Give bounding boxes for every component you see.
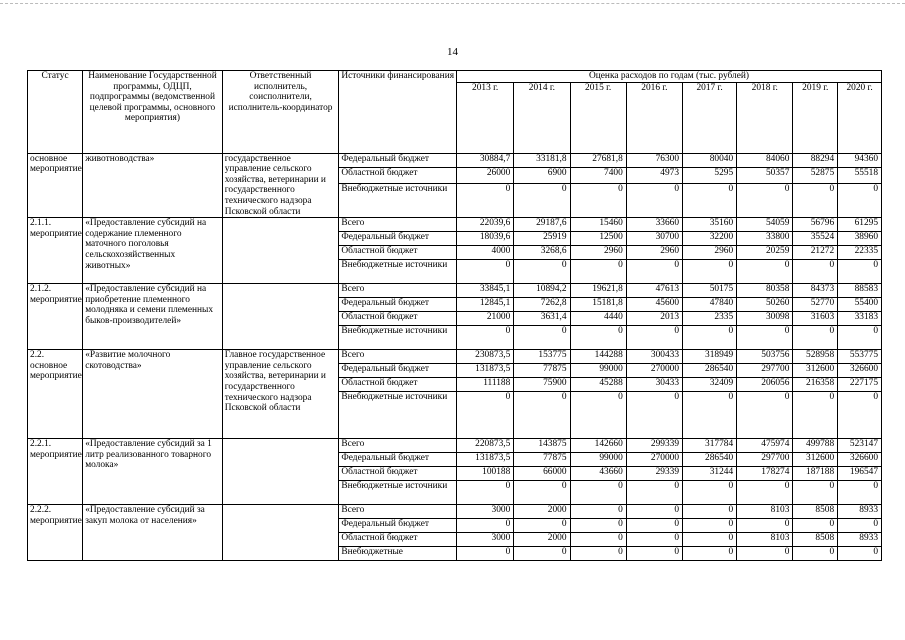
row-funding-source: Всего bbox=[339, 439, 457, 453]
row-value: 3268,6 bbox=[514, 246, 570, 260]
row-value: 31244 bbox=[683, 467, 737, 481]
row-value: 7262,8 bbox=[514, 298, 570, 312]
row-value: 0 bbox=[683, 326, 737, 350]
row-value: 0 bbox=[683, 260, 737, 284]
row-value: 0 bbox=[514, 326, 570, 350]
row-value: 4000 bbox=[457, 246, 514, 260]
row-value: 0 bbox=[793, 481, 838, 505]
row-value: 131873,5 bbox=[457, 453, 514, 467]
row-value: 0 bbox=[683, 481, 737, 505]
row-funding-source: Областной бюджет bbox=[339, 246, 457, 260]
row-value: 0 bbox=[457, 481, 514, 505]
row-value: 2960 bbox=[626, 246, 682, 260]
row-value: 0 bbox=[793, 184, 838, 218]
header-year: 2020 г. bbox=[838, 82, 882, 153]
header-year: 2017 г. bbox=[683, 82, 737, 153]
row-value: 99000 bbox=[570, 453, 626, 467]
row-value: 0 bbox=[626, 519, 682, 533]
row-value: 2960 bbox=[683, 246, 737, 260]
header-responsible: Ответственный исполнитель, соисполнители, исполнитель-координатор bbox=[222, 71, 339, 154]
row-value: 0 bbox=[457, 326, 514, 350]
row-value: 2000 bbox=[514, 505, 570, 519]
row-value: 499788 bbox=[793, 439, 838, 453]
row-value: 30098 bbox=[737, 312, 793, 326]
table-row bbox=[28, 439, 882, 453]
row-value: 0 bbox=[793, 392, 838, 439]
row-value: 0 bbox=[570, 533, 626, 547]
row-value: 0 bbox=[514, 260, 570, 284]
expenses-table bbox=[27, 70, 882, 561]
row-value: 88583 bbox=[838, 284, 882, 298]
row-value: 142660 bbox=[570, 439, 626, 453]
row-value: 2335 bbox=[683, 312, 737, 326]
row-value: 30700 bbox=[626, 232, 682, 246]
row-value: 0 bbox=[737, 260, 793, 284]
row-value: 56796 bbox=[793, 218, 838, 232]
row-value: 0 bbox=[683, 505, 737, 519]
row-value: 43660 bbox=[570, 467, 626, 481]
row-value: 0 bbox=[626, 260, 682, 284]
table-row bbox=[28, 218, 882, 232]
row-value: 0 bbox=[793, 547, 838, 561]
row-funding-source: Внебюджетные источники bbox=[339, 184, 457, 218]
row-value: 77875 bbox=[514, 453, 570, 467]
row-value: 503756 bbox=[737, 350, 793, 364]
row-responsible bbox=[222, 439, 339, 505]
row-value: 0 bbox=[457, 547, 514, 561]
row-value: 0 bbox=[514, 547, 570, 561]
row-value: 0 bbox=[737, 326, 793, 350]
row-value: 0 bbox=[683, 184, 737, 218]
row-program-name: «Развитие молочного скотоводства» bbox=[83, 350, 223, 439]
row-value: 317784 bbox=[683, 439, 737, 453]
row-value: 45600 bbox=[626, 298, 682, 312]
row-value: 55518 bbox=[838, 168, 882, 184]
table-row bbox=[28, 350, 882, 364]
row-value: 0 bbox=[570, 519, 626, 533]
row-value: 21272 bbox=[793, 246, 838, 260]
row-value: 111188 bbox=[457, 378, 514, 392]
row-value: 31603 bbox=[793, 312, 838, 326]
row-value: 84373 bbox=[793, 284, 838, 298]
row-value: 0 bbox=[737, 392, 793, 439]
row-funding-source: Всего bbox=[339, 350, 457, 364]
row-value: 0 bbox=[514, 519, 570, 533]
row-value: 131873,5 bbox=[457, 364, 514, 378]
row-value: 153775 bbox=[514, 350, 570, 364]
row-value: 0 bbox=[626, 481, 682, 505]
row-value: 38960 bbox=[838, 232, 882, 246]
row-funding-source: Федеральный бюджет bbox=[339, 364, 457, 378]
row-value: 100188 bbox=[457, 467, 514, 481]
row-value: 270000 bbox=[626, 453, 682, 467]
row-value: 216358 bbox=[793, 378, 838, 392]
row-value: 75900 bbox=[514, 378, 570, 392]
row-value: 0 bbox=[570, 547, 626, 561]
scan-top-edge bbox=[0, 3, 905, 4]
row-value: 0 bbox=[626, 392, 682, 439]
row-value: 12500 bbox=[570, 232, 626, 246]
row-value: 220873,5 bbox=[457, 439, 514, 453]
row-value: 0 bbox=[683, 519, 737, 533]
row-value: 0 bbox=[838, 392, 882, 439]
row-value: 0 bbox=[683, 392, 737, 439]
row-value: 30433 bbox=[626, 378, 682, 392]
row-funding-source: Федеральный бюджет bbox=[339, 453, 457, 467]
row-value: 3000 bbox=[457, 533, 514, 547]
row-value: 33660 bbox=[626, 218, 682, 232]
row-funding-source: Федеральный бюджет bbox=[339, 298, 457, 312]
row-value: 99000 bbox=[570, 364, 626, 378]
row-value: 50175 bbox=[683, 284, 737, 298]
page-number: 14 bbox=[447, 46, 458, 58]
row-value: 0 bbox=[457, 392, 514, 439]
row-value: 30884,7 bbox=[457, 153, 514, 168]
row-funding-source: Внебюджетные bbox=[339, 547, 457, 561]
header-status: Статус bbox=[28, 71, 83, 154]
header-year: 2015 г. bbox=[570, 82, 626, 153]
row-value: 29339 bbox=[626, 467, 682, 481]
header-sources: Источники финансирования bbox=[339, 71, 457, 154]
row-value: 33183 bbox=[838, 312, 882, 326]
row-value: 227175 bbox=[838, 378, 882, 392]
row-value: 0 bbox=[838, 519, 882, 533]
row-value: 8508 bbox=[793, 505, 838, 519]
table-body bbox=[28, 153, 882, 561]
row-value: 143875 bbox=[514, 439, 570, 453]
row-funding-source: Областной бюджет bbox=[339, 168, 457, 184]
row-value: 230873,5 bbox=[457, 350, 514, 364]
row-value: 0 bbox=[838, 260, 882, 284]
row-value: 4440 bbox=[570, 312, 626, 326]
row-value: 196547 bbox=[838, 467, 882, 481]
row-value: 312600 bbox=[793, 364, 838, 378]
row-value: 4973 bbox=[626, 168, 682, 184]
row-value: 0 bbox=[514, 481, 570, 505]
row-value: 0 bbox=[683, 547, 737, 561]
row-value: 94360 bbox=[838, 153, 882, 168]
row-value: 80040 bbox=[683, 153, 737, 168]
row-value: 0 bbox=[570, 481, 626, 505]
header-year: 2019 г. bbox=[793, 82, 838, 153]
row-value: 32200 bbox=[683, 232, 737, 246]
row-value: 0 bbox=[626, 505, 682, 519]
row-status: 2.1.2. мероприятие bbox=[28, 284, 83, 350]
header-year: 2016 г. bbox=[626, 82, 682, 153]
row-value: 80358 bbox=[737, 284, 793, 298]
header-name: Наименование Государственной программы, ОДЦП, подпрограммы (ведомственной целевой программы, основного мероприятия) bbox=[83, 71, 223, 154]
row-value: 47613 bbox=[626, 284, 682, 298]
row-value: 84060 bbox=[737, 153, 793, 168]
row-value: 3000 bbox=[457, 505, 514, 519]
row-value: 7400 bbox=[570, 168, 626, 184]
row-value: 47840 bbox=[683, 298, 737, 312]
row-value: 528958 bbox=[793, 350, 838, 364]
header-year: 2014 г. bbox=[514, 82, 570, 153]
row-value: 33181,8 bbox=[514, 153, 570, 168]
row-responsible: государственное управление сельского хозяйства, ветеринарии и государственного технического надзора Псковской области bbox=[222, 153, 339, 218]
row-value: 0 bbox=[838, 547, 882, 561]
row-value: 318949 bbox=[683, 350, 737, 364]
row-responsible bbox=[222, 218, 339, 284]
table-row bbox=[28, 505, 882, 519]
row-funding-source: Всего bbox=[339, 218, 457, 232]
row-value: 35160 bbox=[683, 218, 737, 232]
row-value: 0 bbox=[793, 326, 838, 350]
row-value: 8933 bbox=[838, 533, 882, 547]
table-row bbox=[28, 284, 882, 298]
row-value: 22039,6 bbox=[457, 218, 514, 232]
row-funding-source: Областной бюджет bbox=[339, 312, 457, 326]
row-value: 0 bbox=[457, 260, 514, 284]
row-value: 66000 bbox=[514, 467, 570, 481]
row-value: 32409 bbox=[683, 378, 737, 392]
row-value: 0 bbox=[626, 184, 682, 218]
row-value: 0 bbox=[737, 519, 793, 533]
row-value: 33800 bbox=[737, 232, 793, 246]
row-value: 29187,6 bbox=[514, 218, 570, 232]
row-value: 0 bbox=[514, 392, 570, 439]
row-value: 20259 bbox=[737, 246, 793, 260]
row-funding-source: Областной бюджет bbox=[339, 533, 457, 547]
row-funding-source: Внебюджетные источники bbox=[339, 481, 457, 505]
row-value: 523147 bbox=[838, 439, 882, 453]
row-value: 326600 bbox=[838, 453, 882, 467]
row-value: 26000 bbox=[457, 168, 514, 184]
row-value: 88294 bbox=[793, 153, 838, 168]
row-responsible bbox=[222, 284, 339, 350]
row-funding-source: Областной бюджет bbox=[339, 467, 457, 481]
row-value: 50260 bbox=[737, 298, 793, 312]
row-status: 2.1.1. мероприятие bbox=[28, 218, 83, 284]
row-status: 2.2. основное мероприятие bbox=[28, 350, 83, 439]
row-status: 2.2.1. мероприятие bbox=[28, 439, 83, 505]
row-value: 0 bbox=[838, 184, 882, 218]
row-value: 297700 bbox=[737, 364, 793, 378]
row-value: 0 bbox=[570, 392, 626, 439]
row-value: 8103 bbox=[737, 505, 793, 519]
row-value: 0 bbox=[838, 326, 882, 350]
row-value: 19621,8 bbox=[570, 284, 626, 298]
row-value: 15460 bbox=[570, 218, 626, 232]
row-value: 10894,2 bbox=[514, 284, 570, 298]
row-program-name: «Предоставление субсидий за закуп молока от населения» bbox=[83, 505, 223, 561]
row-value: 54059 bbox=[737, 218, 793, 232]
row-value: 0 bbox=[683, 533, 737, 547]
row-responsible bbox=[222, 505, 339, 561]
row-funding-source: Всего bbox=[339, 284, 457, 298]
row-status: 2.2.2. мероприятие bbox=[28, 505, 83, 561]
row-value: 0 bbox=[838, 481, 882, 505]
row-value: 0 bbox=[737, 547, 793, 561]
row-value: 2960 bbox=[570, 246, 626, 260]
row-value: 52875 bbox=[793, 168, 838, 184]
row-funding-source: Федеральный бюджет bbox=[339, 519, 457, 533]
row-value: 52770 bbox=[793, 298, 838, 312]
row-value: 297700 bbox=[737, 453, 793, 467]
row-value: 0 bbox=[626, 547, 682, 561]
row-value: 0 bbox=[570, 184, 626, 218]
row-value: 0 bbox=[737, 184, 793, 218]
row-value: 25919 bbox=[514, 232, 570, 246]
row-value: 22335 bbox=[838, 246, 882, 260]
row-value: 300433 bbox=[626, 350, 682, 364]
row-value: 553775 bbox=[838, 350, 882, 364]
row-value: 8103 bbox=[737, 533, 793, 547]
row-status: основное мероприятие bbox=[28, 153, 83, 218]
row-funding-source: Федеральный бюджет bbox=[339, 153, 457, 168]
row-value: 45288 bbox=[570, 378, 626, 392]
row-value: 12845,1 bbox=[457, 298, 514, 312]
row-funding-source: Областной бюджет bbox=[339, 378, 457, 392]
row-program-name: «Предоставление субсидий на приобретение племенного молодняка и семени племенных быков-производителей» bbox=[83, 284, 223, 350]
row-value: 475974 bbox=[737, 439, 793, 453]
row-value: 55400 bbox=[838, 298, 882, 312]
row-value: 5295 bbox=[683, 168, 737, 184]
header-year: 2013 г. bbox=[457, 82, 514, 153]
row-value: 0 bbox=[457, 519, 514, 533]
row-value: 18039,6 bbox=[457, 232, 514, 246]
row-value: 178274 bbox=[737, 467, 793, 481]
row-program-name: «Предоставление субсидий за 1 литр реализованного товарного молока» bbox=[83, 439, 223, 505]
row-value: 8508 bbox=[793, 533, 838, 547]
row-funding-source: Федеральный бюджет bbox=[339, 232, 457, 246]
row-value: 2013 bbox=[626, 312, 682, 326]
row-value: 8933 bbox=[838, 505, 882, 519]
row-value: 77875 bbox=[514, 364, 570, 378]
row-value: 0 bbox=[570, 505, 626, 519]
row-value: 3631,4 bbox=[514, 312, 570, 326]
row-value: 6900 bbox=[514, 168, 570, 184]
row-value: 270000 bbox=[626, 364, 682, 378]
row-value: 286540 bbox=[683, 364, 737, 378]
row-value: 312600 bbox=[793, 453, 838, 467]
row-value: 0 bbox=[626, 326, 682, 350]
row-value: 0 bbox=[737, 481, 793, 505]
row-value: 0 bbox=[570, 326, 626, 350]
row-program-name: «Предоставление субсидий на содержание племенного маточного поголовья сельскохозяйственных животных» bbox=[83, 218, 223, 284]
row-value: 50357 bbox=[737, 168, 793, 184]
row-value: 0 bbox=[626, 533, 682, 547]
header-expenses: Оценка расходов по годам (тыс. рублей) bbox=[457, 71, 882, 83]
row-value: 206056 bbox=[737, 378, 793, 392]
row-value: 33845,1 bbox=[457, 284, 514, 298]
row-value: 15181,8 bbox=[570, 298, 626, 312]
row-value: 61295 bbox=[838, 218, 882, 232]
row-funding-source: Внебюджетные источники bbox=[339, 392, 457, 439]
row-value: 0 bbox=[793, 260, 838, 284]
row-responsible: Главное государственное управление сельского хозяйства, ветеринарии и государственного технического надзора Псковской области bbox=[222, 350, 339, 439]
table-row bbox=[28, 153, 882, 168]
row-value: 187188 bbox=[793, 467, 838, 481]
row-value: 326600 bbox=[838, 364, 882, 378]
row-funding-source: Всего bbox=[339, 505, 457, 519]
row-value: 27681,8 bbox=[570, 153, 626, 168]
header-year: 2018 г. bbox=[737, 82, 793, 153]
row-value: 35524 bbox=[793, 232, 838, 246]
row-program-name: животноводства» bbox=[83, 153, 223, 218]
row-value: 286540 bbox=[683, 453, 737, 467]
row-value: 144288 bbox=[570, 350, 626, 364]
row-value: 0 bbox=[793, 519, 838, 533]
row-value: 76300 bbox=[626, 153, 682, 168]
row-funding-source: Внебюджетные источники bbox=[339, 260, 457, 284]
row-value: 0 bbox=[570, 260, 626, 284]
row-value: 21000 bbox=[457, 312, 514, 326]
row-value: 0 bbox=[457, 184, 514, 218]
row-value: 299339 bbox=[626, 439, 682, 453]
row-value: 0 bbox=[514, 184, 570, 218]
row-funding-source: Внебюджетные источники bbox=[339, 326, 457, 350]
row-value: 2000 bbox=[514, 533, 570, 547]
